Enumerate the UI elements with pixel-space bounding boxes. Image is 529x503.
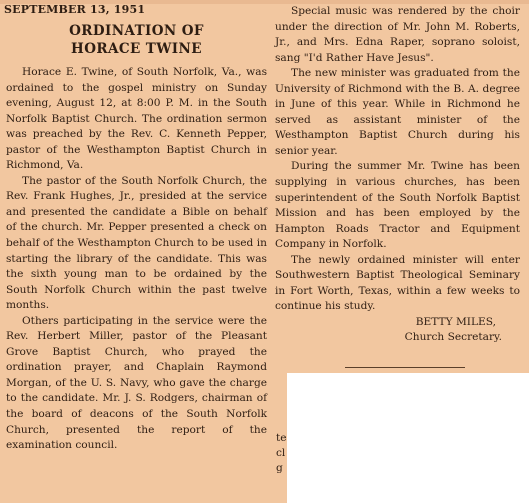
cut-text-fragment: g xyxy=(276,462,283,474)
end-rule xyxy=(345,367,465,368)
left-column xyxy=(6,22,267,454)
article-paragraph: The newly ordained minister will enter Southwestern Baptist Theological Seminary in Fort Worth, Texas, within a few weeks to continue his study. xyxy=(275,253,520,313)
publication-date: SEPTEMBER 13, 1951 xyxy=(4,3,146,16)
article-paragraph: During the summer Mr. Twine has been supplying in various churches, has been superintendent of the South Norfolk Baptist Mission and has been employed by the Hampton Roads Tractor and Equipment Company in Norfolk. xyxy=(275,160,520,251)
cut-text-fragment: cl xyxy=(276,447,286,459)
cutout-blank-area xyxy=(287,373,529,503)
article-paragraph: The pastor of the South Norfolk Church, the Rev. Frank Hughes, Jr., presided at the service and presented the candidate a Bible on behalf of the church. Mr. Pepper presented a check on behalf of the Westhampton Church to be used in starting the library of the candidate. This was the sixth young man to be ordained by the South Norfolk Church within the past twelve months. xyxy=(6,174,267,312)
right-column xyxy=(275,4,520,346)
headline-line-2: HORACE TWINE xyxy=(71,41,202,57)
signature-title: Church Secretary. xyxy=(404,331,502,344)
headline xyxy=(6,22,267,58)
cut-text-fragment: te xyxy=(276,432,287,444)
headline-line-1: ORDINATION OF xyxy=(69,23,204,39)
article-paragraph: Horace E. Twine, of South Norfolk, Va., was ordained to the gospel ministry on Sunday evening, August 12, at 8:00 P. M. in the South Norfolk Baptist Church. The ordination sermon was preached by the Rev. C. Kenneth Pepper, pastor of the Westhampton Baptist Church in Richmond, Va. xyxy=(6,66,267,172)
signature-name: BETTY MILES, xyxy=(415,315,496,328)
article-paragraph: Special music was rendered by the choir under the direction of Mr. John M. Roberts, Jr., and Mrs. Edna Raper, soprano soloist, sang "I'd Rather Have Jesus". xyxy=(275,5,520,64)
article-paragraph: The new minister was graduated from the University of Richmond with the B. A. degree in June of this year. While in Richmond he served as assistant minister of the Westhampton Baptist Church during his senior year. xyxy=(275,67,520,157)
article-paragraph: Others participating in the service were the Rev. Herbert Miller, pastor of the Pleasant Grove Baptist Church, who prayed the ordination prayer, and Chaplain Raymond Morgan, of the U. S. Navy, who gave the charge to the candidate. Mr. J. S. Rodgers, chairman of the board of deacons of the South Norfolk Church, presented the report of the examination council. xyxy=(6,314,267,452)
